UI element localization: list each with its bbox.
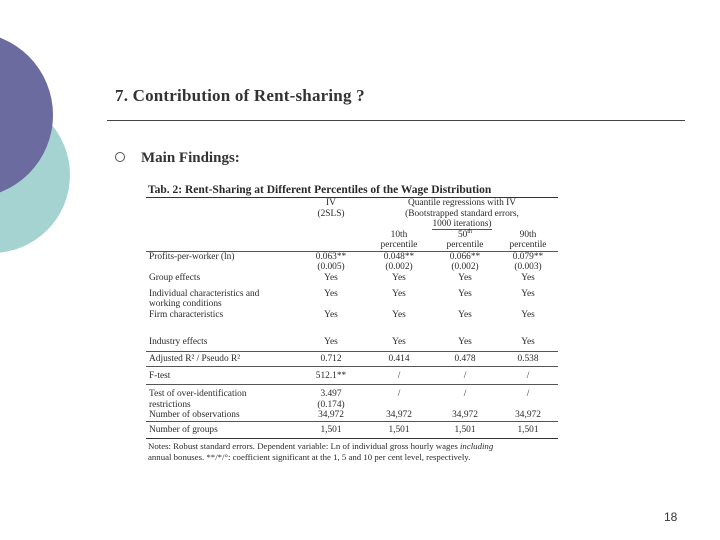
header-iv: IV (2SLS) bbox=[317, 198, 345, 219]
header-row-1 bbox=[146, 198, 558, 230]
header-p10: 10th percentile bbox=[366, 230, 432, 252]
decorative-circles bbox=[0, 0, 120, 300]
header-quantile: Quantile regressions with IV (Bootstrapped standard errors, 1000 iterations) bbox=[405, 198, 519, 229]
table-row: Individual characteristics and working conditions Yes Yes Yes Yes bbox=[149, 288, 535, 309]
title-divider bbox=[107, 120, 685, 121]
bullet-text: Main Findings: bbox=[141, 150, 240, 166]
table-row: Group effects Yes Yes Yes Yes bbox=[149, 272, 535, 283]
table-row: Number of groups 1,501 1,501 1,501 1,501 bbox=[149, 424, 539, 435]
header-p90: 90th percentile bbox=[498, 230, 558, 252]
table-row: Number of observations 34,972 34,972 34,972 34,972 bbox=[146, 410, 558, 421]
header-row-2 bbox=[146, 230, 558, 252]
results-table bbox=[146, 198, 558, 438]
bullet-main-findings bbox=[115, 150, 240, 167]
table-row: Test of over-identification restrictions 3.497 (0.174) / / / bbox=[149, 389, 530, 410]
slide-title: 7. Contribution of Rent-sharing ? bbox=[115, 86, 365, 105]
table-row: Adjusted R² / Pseudo R² 0.712 0.414 0.478 0.538 bbox=[146, 352, 558, 367]
results-table-image bbox=[146, 184, 558, 463]
table-row: F-test 512.1** / / / bbox=[146, 367, 558, 385]
page-number: 18 bbox=[664, 510, 678, 524]
bullet-circle-icon bbox=[115, 152, 125, 162]
table-row: Profits-per-worker (ln) 0.063** (0.005) 0.048** (0.002) 0.066** (0.002) 0.079** (0.003) bbox=[149, 251, 544, 272]
table-row: Firm characteristics Yes Yes Yes Yes bbox=[149, 309, 535, 320]
table-row: Industry effects Yes Yes Yes Yes bbox=[146, 332, 558, 352]
header-p50: 50th percentile bbox=[432, 230, 498, 252]
table-notes: Notes: Robust standard errors. Dependent variable: Ln of individual gross hourly wages including annual bonuses. **/*/°: coefficient significant at the 1, 5 and 10 per cent level, respectively. bbox=[146, 438, 558, 463]
table-title: Tab. 2: Rent-Sharing at Different Percentiles of the Wage Distribution bbox=[146, 184, 558, 198]
